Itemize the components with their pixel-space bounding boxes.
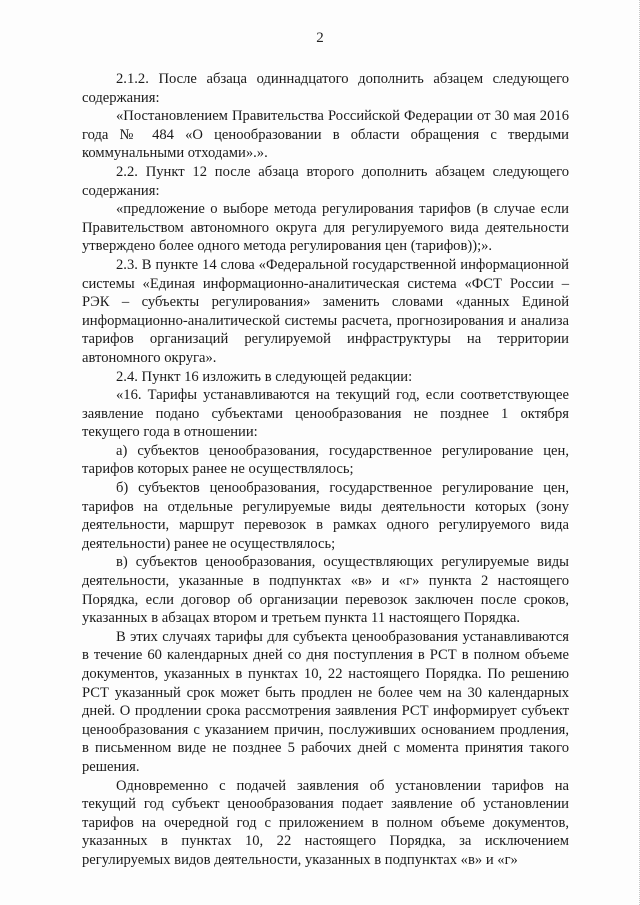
paragraph-2-2: 2.2. Пункт 12 после абзаца второго дополнить абзацем следующего содержания: bbox=[82, 163, 569, 199]
paragraph-2-4: 2.4. Пункт 16 изложить в следующей редакции: bbox=[116, 368, 413, 385]
paragraph-16: «16. Тарифы устанавливаются на текущий год, если соответствующее заявление подано субъектами ценообразования не позднее 1 октября текущего года в отношении: bbox=[82, 387, 569, 441]
paragraph-quote-method: «предложение о выборе метода регулирования тарифов (в случае если Правительством автономного округа для регулируемого вида деятельности утверждено более одного метода регулирования цен (тарифов));». bbox=[82, 201, 569, 255]
paragraph-item-v: в) субъектов ценообразования, осуществляющих регулируемые виды деятельности, указанные в подпунктах «в» и «г» пункта 2 настоящего Порядка, если договор об организации перевозок заключен после сроков, указанных в абзацах втором и третьем пункта 11 настоящего Порядка. bbox=[82, 554, 569, 627]
page-number: 2 bbox=[316, 30, 324, 46]
paragraph-item-a: а) субъектов ценообразования, государственное регулирование цен, тарифов которых ранее не осуществлялось; bbox=[82, 442, 569, 478]
paragraph-2-1-2: 2.1.2. После абзаца одиннадцатого дополнить абзацем следующего содержания: bbox=[82, 71, 569, 106]
document-body bbox=[82, 70, 569, 870]
paragraph-cases: В этих случаях тарифы для субъекта ценообразования устанавливаются в течение 60 календарных дней со дня поступления в РСТ в полном объеме документов, указанных в пунктах 10, 22 настоящего Порядка. По решению РСТ указанный срок может быть продлен не более чем на 30 календарных дней. О продлении срока рассмотрения заявления РСТ информирует субъект ценообразования с указанием причин, послуживших основанием продления, в письменном виде не позднее 5 рабочих дней с момента принятия такого решения. bbox=[82, 628, 569, 775]
paragraph-2-3: 2.3. В пункте 14 слова «Федеральной государственной информационной системы «Единая информационно-аналитическая система «ФСТ России – РЭК – субъекты регулирования» заменить словами «данных Единой информационно-аналитической системы расчета, прогнозирования и анализа тарифов организаций регулируемой инфраструктуры на территории автономного округа». bbox=[82, 256, 569, 366]
paragraph-item-b: б) субъектов ценообразования, государственное регулирование цен, тарифов на отдельные регулируемые виды деятельности которых (зону деятельности, маршрут перевозок в рамках одного регулируемого вида деятельности) ранее не осуществлялось; bbox=[82, 480, 569, 552]
paragraph-quote-decree: «Постановлением Правительства Российской Федерации от 30 мая 2016 года № 484 «О ценообразовании в области обращения с твердыми коммунальными отходами».». bbox=[82, 108, 569, 162]
paragraph-simultaneous: Одновременно с подачей заявления об установлении тарифов на текущий год субъект ценообразования подает заявление об установлении тарифов на очередной год с приложением в полном объеме документов, указанных в пунктах 10, 22 настоящего Порядка, за исключением регулируемых видов деятельности, указанных в подпунктах «в» и «г» bbox=[82, 777, 569, 868]
